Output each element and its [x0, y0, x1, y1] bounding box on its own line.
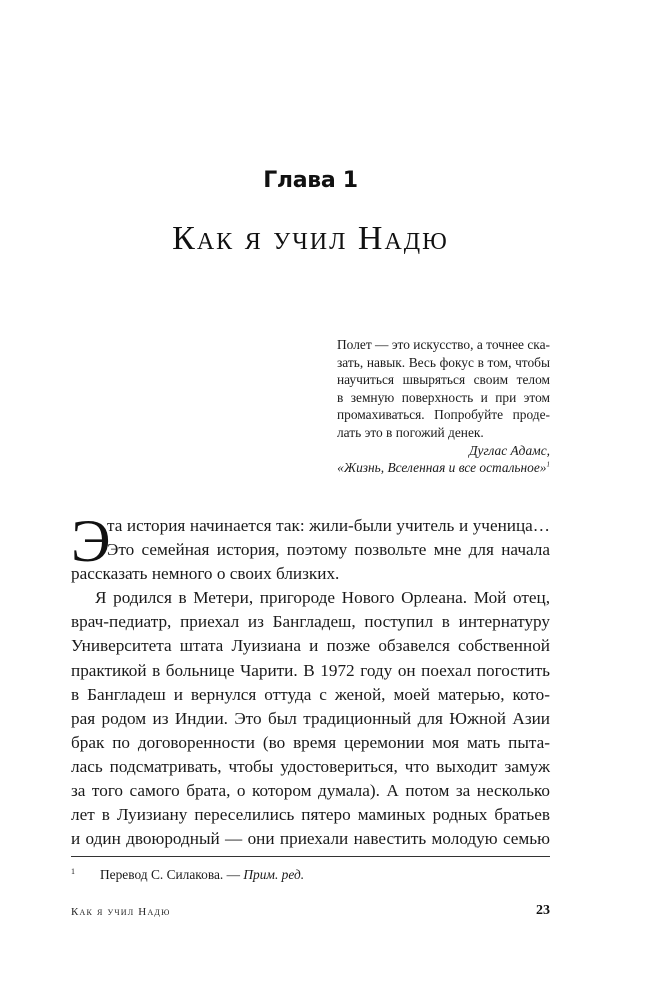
epigraph-line: зать, навык. Весь фокус в том, чтобы: [337, 354, 550, 370]
footnote-divider: [71, 856, 550, 857]
footnote: [71, 866, 550, 883]
body-line: врач-педиатр, приехал из Бангладеш, поступил в интернатуру: [71, 612, 550, 632]
epigraph-line: лать это в погожий денек.: [337, 424, 484, 440]
body-line: лет в Луизиану переселились пятеро маминых родных братьев: [71, 805, 550, 825]
footnote-reference[interactable]: 1: [546, 460, 550, 469]
epigraph-line: в земную поверхность и при этом: [337, 389, 550, 405]
footnote-text-wrap: [71, 866, 550, 883]
epigraph-source: «Жизнь, Вселенная и все остальное»: [337, 460, 547, 476]
body-line: Университета штата Луизиана и позже обзавелся собственной: [71, 636, 550, 656]
body-line: в Бангладеш и вернулся оттуда с женой, моей матерью, кото-: [71, 684, 550, 704]
footnote-text: Перевод С. Силакова. —: [100, 867, 244, 882]
chapter-label: Глава 1: [263, 168, 358, 193]
body-line: Это семейная история, поэтому позвольте мне для начала: [107, 540, 550, 560]
epigraph-line: промахиваться. Попробуйте проде-: [337, 407, 550, 423]
page-number: 23: [536, 903, 550, 918]
footnote-editor-note: Прим. ред.: [243, 867, 305, 882]
epigraph-author: Дуглас Адамс,: [469, 442, 550, 458]
body-line: за того самого брата, о котором думала). А потом за несколько: [71, 781, 550, 801]
epigraph: [337, 336, 550, 477]
body-line: лась подсматривать, чтобы удостовериться, что выходит замуж: [71, 756, 550, 776]
chapter-title: Как я учил Надю: [172, 220, 449, 257]
body-line: брак по договоренности (во время церемонии моя мать пыта-: [71, 732, 550, 752]
running-head: Как я учил Надю: [71, 906, 171, 918]
body-text: [71, 514, 550, 851]
drop-cap: Э: [71, 508, 111, 574]
epigraph-line: Полет — это искусство, а точнее ска-: [337, 337, 550, 352]
body-line: рассказать немного о своих близких.: [71, 564, 340, 584]
epigraph-line: научиться швыряться своим телом: [337, 372, 550, 388]
epigraph-source-wrap: [337, 459, 550, 477]
footnote-number: 1: [71, 867, 75, 876]
body-line: Я родился в Метери, пригороде Нового Орлеана. Мой отец,: [95, 588, 550, 608]
body-line: рая родом из Индии. Это был традиционный для Южной Азии: [71, 708, 550, 728]
body-line: та история начинается так: жили-были учитель и ученица…: [107, 516, 550, 535]
body-line: и один двоюродный — они приехали навестить молодую семью: [71, 829, 550, 849]
body-line: практикой в больнице Чарити. В 1972 году он поехал погостить: [71, 660, 550, 680]
